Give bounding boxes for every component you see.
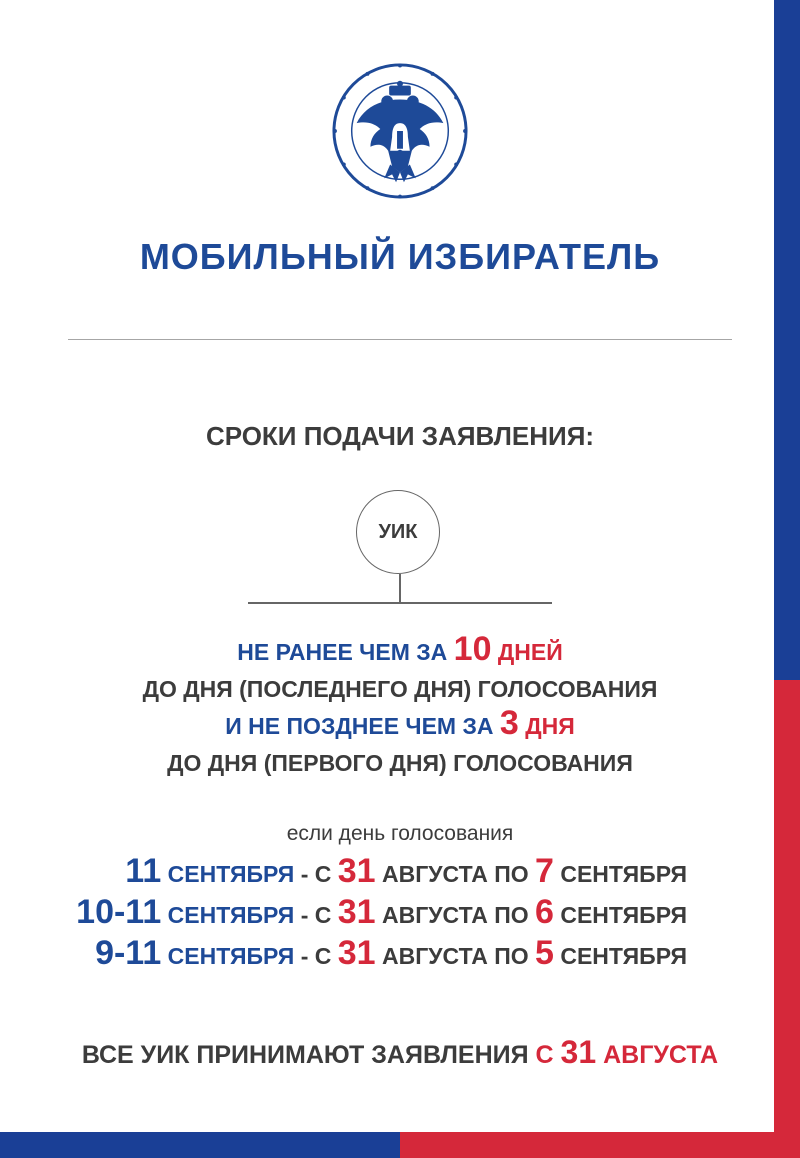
vote-month: СЕНТЯБРЯ (161, 943, 295, 969)
divider (68, 339, 732, 340)
footer-note (0, 1034, 800, 1071)
to-day: 7 (535, 852, 554, 890)
vote-month: СЕНТЯБРЯ (161, 861, 295, 887)
from-month: АВГУСТА (375, 861, 488, 887)
to-month: СЕНТЯБРЯ (553, 861, 687, 887)
rule-line-4: ДО ДНЯ (ПЕРВОГО ДНЯ) ГОЛОСОВАНИЯ (167, 750, 633, 776)
rule-line-1 (0, 630, 800, 669)
schedule-row (76, 893, 687, 934)
vote-day: 10-11 (76, 893, 162, 931)
to-month: СЕНТЯБРЯ (553, 943, 687, 969)
cec-emblem-icon (331, 62, 469, 200)
uik-label: УИК (378, 520, 418, 543)
vote-month: СЕНТЯБРЯ (161, 902, 295, 928)
from-month: АВГУСТА (375, 902, 488, 928)
footer-text: АВГУСТА (596, 1041, 719, 1069)
bottom-blue-stripe (0, 1132, 400, 1158)
rule-line-2: ДО ДНЯ (ПОСЛЕДНЕГО ДНЯ) ГОЛОСОВАНИЯ (142, 676, 658, 702)
footer-text: С (535, 1041, 561, 1069)
from-day: 31 (337, 893, 376, 931)
to-day: 6 (535, 893, 554, 931)
separator: - С (294, 943, 338, 969)
rule-text: НЕ РАНЕЕ ЧЕМ ЗА (237, 639, 454, 665)
rule-text: И НЕ ПОЗДНЕЕ ЧЕМ ЗА (225, 713, 500, 739)
schedule-intro: если день голосования (286, 822, 514, 845)
footer-number: 31 (560, 1034, 597, 1070)
uik-baseline (248, 602, 552, 604)
rule-number: 3 (499, 704, 519, 742)
schedule-row (76, 852, 687, 893)
rule-line-3 (0, 704, 800, 743)
footer-text: ВСЕ УИК ПРИНИМАЮТ ЗАЯВЛЕНИЯ (81, 1041, 536, 1069)
from-month: АВГУСТА (375, 943, 488, 969)
section-subtitle: СРОКИ ПОДАЧИ ЗАЯВЛЕНИЯ: (205, 421, 595, 451)
rule-text: ДНЕЙ (491, 639, 563, 665)
from-day: 31 (337, 934, 376, 972)
to-word: ПО (487, 902, 536, 928)
right-blue-stripe (774, 0, 800, 680)
page-title: МОБИЛЬНЫЙ ИЗБИРАТЕЛЬ (139, 236, 661, 277)
to-word: ПО (487, 943, 536, 969)
vote-day: 9-11 (95, 934, 162, 972)
rule-text: ДНЯ (518, 713, 575, 739)
uik-connector (399, 574, 401, 602)
schedule-list (76, 852, 687, 975)
from-day: 31 (337, 852, 376, 890)
vote-day: 11 (125, 852, 162, 890)
to-month: СЕНТЯБРЯ (553, 902, 687, 928)
to-word: ПО (487, 861, 536, 887)
separator: - С (294, 861, 338, 887)
uik-badge (356, 490, 440, 574)
rule-number: 10 (453, 630, 492, 668)
to-day: 5 (535, 934, 554, 972)
separator: - С (294, 902, 338, 928)
schedule-row (76, 934, 687, 975)
bottom-red-stripe (400, 1132, 800, 1158)
